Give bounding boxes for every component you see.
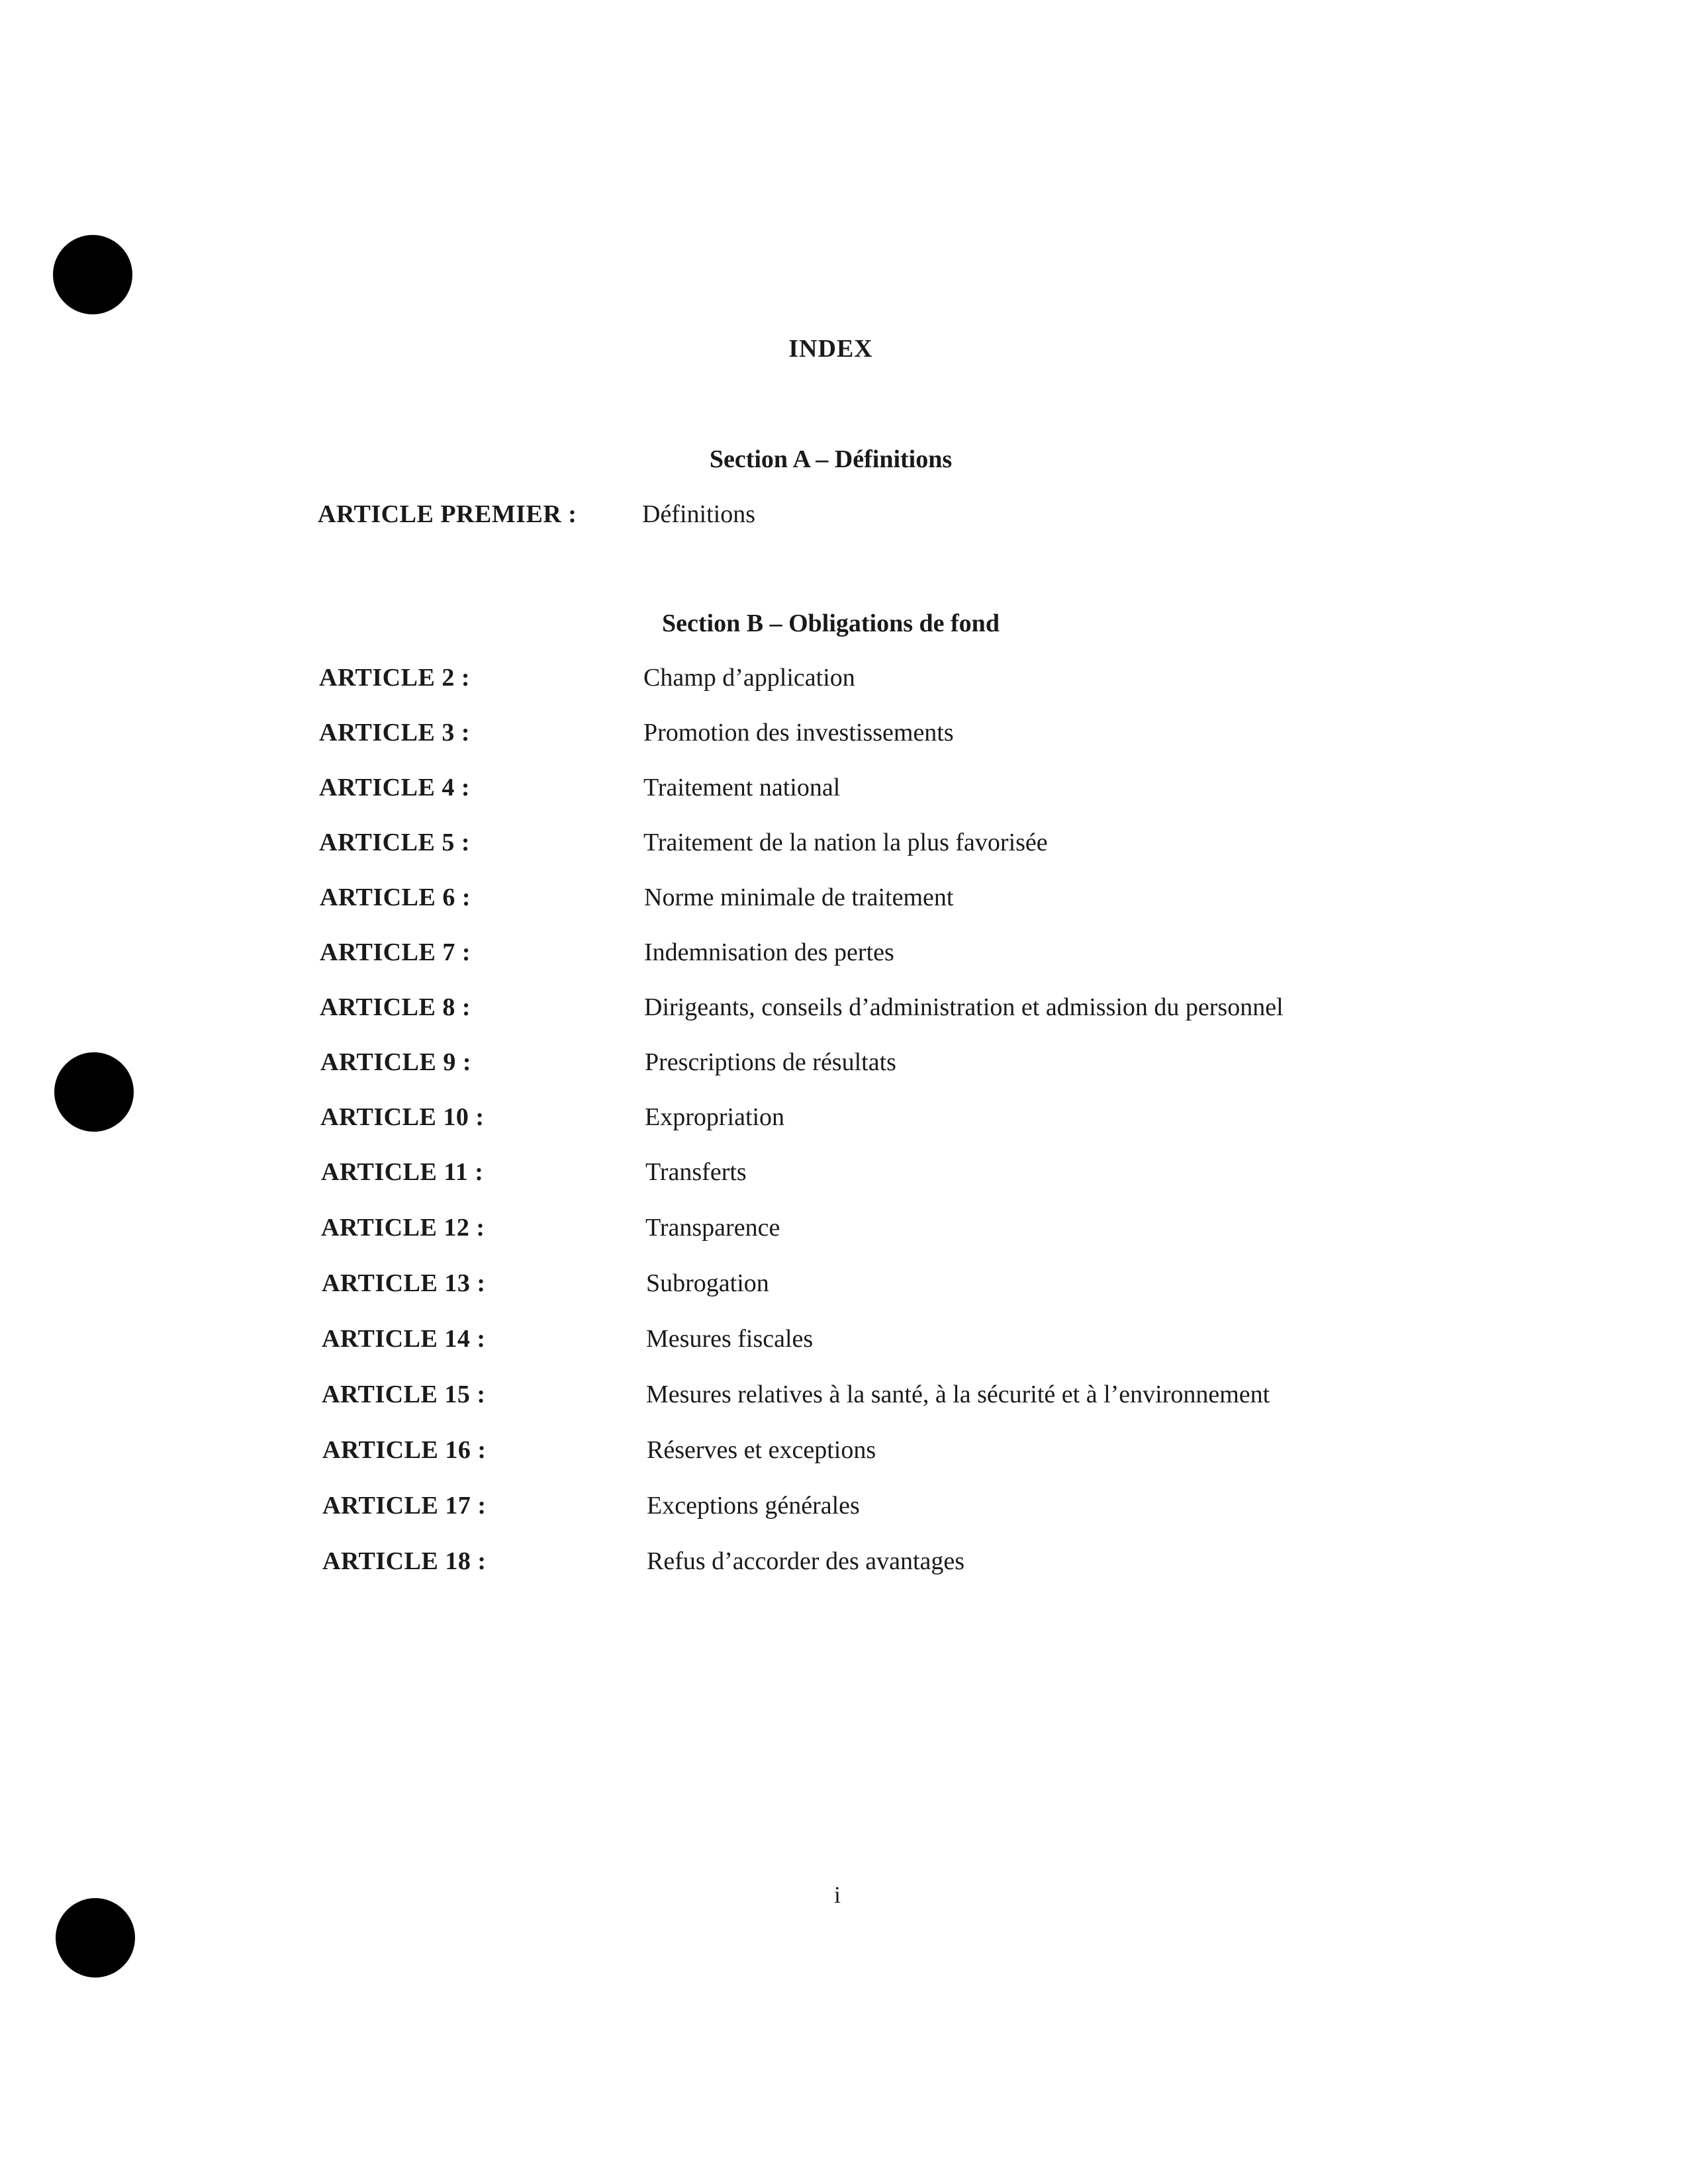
article-title: Traitement national <box>643 774 841 801</box>
article-label: ARTICLE 17 : <box>322 1492 487 1520</box>
punch-hole-bottom <box>56 1898 135 1978</box>
article-label: ARTICLE 12 : <box>321 1214 485 1242</box>
article-title: Exceptions générales <box>647 1492 860 1520</box>
article-title: Prescriptions de résultats <box>645 1048 896 1076</box>
article-label: ARTICLE 16 : <box>322 1436 487 1464</box>
section-a-heading: Section A – Définitions <box>709 445 953 473</box>
article-label: ARTICLE PREMIER : <box>318 500 577 528</box>
article-title: Indemnisation des pertes <box>644 938 894 966</box>
article-title: Réserves et exceptions <box>647 1436 876 1464</box>
article-title: Norme minimale de traitement <box>644 884 954 911</box>
article-label: ARTICLE 6 : <box>320 884 471 911</box>
article-title: Définitions <box>642 500 755 528</box>
article-title: Subrogation <box>646 1269 769 1297</box>
article-title: Champ d’application <box>643 664 855 692</box>
punch-hole-top <box>53 235 132 314</box>
article-title: Mesures relatives à la santé, à la sécurité et à l’environnement <box>646 1381 1270 1408</box>
article-label: ARTICLE 14 : <box>322 1325 486 1353</box>
article-title: Refus d’accorder des avantages <box>647 1547 965 1575</box>
page-number: i <box>833 1882 841 1908</box>
page-title: INDEX <box>788 335 873 363</box>
section-b-heading: Section B – Obligations de fond <box>662 610 1000 637</box>
article-title: Dirigeants, conseils d’administration et admission du personnel <box>644 993 1284 1021</box>
article-label: ARTICLE 18 : <box>322 1547 487 1575</box>
article-label: ARTICLE 10 : <box>320 1103 485 1131</box>
article-label: ARTICLE 2 : <box>319 664 470 692</box>
article-title: Traitement de la nation la plus favorisée <box>643 829 1048 856</box>
article-label: ARTICLE 5 : <box>319 829 470 856</box>
article-title: Transferts <box>645 1158 747 1186</box>
article-title: Expropriation <box>645 1103 785 1131</box>
article-label: ARTICLE 4 : <box>319 774 470 801</box>
article-label: ARTICLE 7 : <box>320 938 471 966</box>
article-label: ARTICLE 9 : <box>320 1048 471 1076</box>
article-title: Mesures fiscales <box>646 1325 814 1353</box>
article-label: ARTICLE 11 : <box>321 1158 484 1186</box>
punch-hole-middle <box>54 1052 134 1132</box>
article-title: Transparence <box>645 1214 780 1242</box>
article-label: ARTICLE 15 : <box>322 1381 486 1408</box>
article-label: ARTICLE 8 : <box>320 993 471 1021</box>
article-label: ARTICLE 3 : <box>319 719 470 747</box>
article-title: Promotion des investissements <box>643 719 954 747</box>
article-label: ARTICLE 13 : <box>322 1269 486 1297</box>
